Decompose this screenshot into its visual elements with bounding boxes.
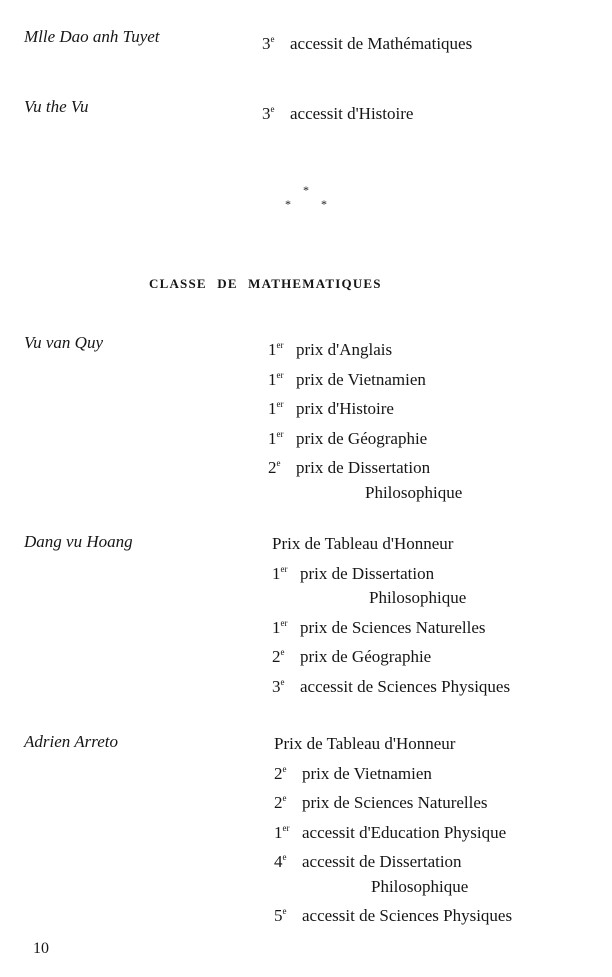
award-text: accessit de Sciences Physiques <box>300 676 511 696</box>
award-rank <box>274 816 302 846</box>
award-rank <box>272 611 300 641</box>
award-continuation <box>268 481 462 506</box>
award-rank-number: 3 <box>262 34 271 53</box>
award-line <box>274 899 512 929</box>
award-rank <box>274 757 302 787</box>
award-rank-number: 3 <box>272 676 281 696</box>
award-rank-number: 2 <box>274 793 283 812</box>
award-text: prix de Vietnamien <box>302 763 432 783</box>
award-rank <box>274 845 302 875</box>
award-rank-suffix: e <box>270 104 275 114</box>
award-rank <box>262 97 290 127</box>
award-rank <box>274 786 302 816</box>
award-text: prix d'Histoire <box>296 399 394 418</box>
award-rank-suffix: e <box>270 34 275 44</box>
award-list <box>272 532 510 699</box>
student-name: Adrien Arreto <box>24 732 118 751</box>
award-text: prix de Géographie <box>300 647 432 666</box>
award-rank-suffix: e <box>280 647 285 657</box>
award-rank-suffix: e <box>282 906 287 916</box>
student-name: Dang vu Hoang <box>24 532 133 551</box>
award-line <box>274 732 512 757</box>
award-text: accessit de Sciences Physiques <box>302 906 513 925</box>
award-text: prix de Dissertation <box>300 563 435 583</box>
award-rank-suffix: er <box>280 617 288 628</box>
award-rank-suffix: er <box>276 340 284 350</box>
award-rank-suffix: e <box>280 676 285 687</box>
award-text: Prix de Tableau d'Honneur <box>274 734 456 753</box>
award-rank <box>268 451 296 481</box>
award-rank-suffix: er <box>276 399 284 409</box>
award-text: Prix de Tableau d'Honneur <box>272 534 454 553</box>
award-text: prix d'Anglais <box>296 340 393 359</box>
award-rank-suffix: er <box>280 563 288 574</box>
award-rank-number: 1 <box>268 340 277 359</box>
award-text: accessit d'Histoire <box>290 104 414 123</box>
award-line <box>262 97 413 127</box>
award-line <box>262 27 472 57</box>
award-line <box>274 845 512 875</box>
award-text: prix de Géographie <box>296 428 428 448</box>
award-rank-number: 3 <box>262 104 271 123</box>
asterism-star-top: * <box>303 183 309 197</box>
award-list <box>274 732 512 929</box>
award-line <box>274 816 512 846</box>
student-name: Vu the Vu <box>24 97 89 116</box>
award-rank-suffix: e <box>282 763 287 774</box>
award-line <box>268 333 462 363</box>
award-rank-suffix: e <box>282 793 287 803</box>
award-text: prix de Vietnamien <box>296 369 426 389</box>
award-rank <box>272 640 300 670</box>
asterism-star-right: * <box>321 197 327 211</box>
award-rank-number: 2 <box>274 763 283 783</box>
student-name: Mlle Dao anh Tuyet <box>24 27 160 46</box>
student-name: Vu van Quy <box>24 333 103 352</box>
award-rank <box>268 363 296 393</box>
award-rank <box>268 392 296 422</box>
award-text: prix de Sciences Naturelles <box>302 793 488 812</box>
award-list <box>268 333 462 505</box>
award-continuation <box>274 875 512 900</box>
award-text: Philosophique <box>369 588 467 607</box>
award-line <box>274 757 512 787</box>
award-text: Philosophique <box>371 876 469 896</box>
award-text: accessit de Dissertation <box>302 852 462 871</box>
award-rank-suffix: e <box>276 458 281 468</box>
award-rank <box>272 557 300 587</box>
award-line <box>272 611 510 641</box>
award-continuation <box>272 586 510 611</box>
award-line <box>268 392 462 422</box>
award-rank <box>268 333 296 363</box>
award-rank-number: 1 <box>268 428 277 448</box>
award-rank-number: 2 <box>272 647 281 666</box>
award-rank <box>262 27 290 57</box>
award-line <box>272 640 510 670</box>
award-text: accessit de Mathématiques <box>290 34 473 53</box>
award-text: accessit d'Education Physique <box>302 822 507 842</box>
award-rank-suffix: er <box>282 822 290 833</box>
award-rank <box>274 899 302 929</box>
award-text: prix de Dissertation <box>296 458 431 477</box>
award-text: Philosophique <box>365 482 463 502</box>
award-rank-number: 5 <box>274 906 283 925</box>
award-rank-number: 2 <box>268 458 277 477</box>
award-rank <box>268 422 296 452</box>
section-heading: CLASSE DE MATHEMATIQUES <box>149 276 382 291</box>
award-rank-suffix: e <box>282 852 287 862</box>
award-line <box>274 786 512 816</box>
award-line <box>268 363 462 393</box>
award-rank-number: 1 <box>268 399 277 418</box>
award-line <box>272 557 510 587</box>
award-rank-number: 1 <box>274 822 283 842</box>
award-rank-number: 1 <box>272 563 281 583</box>
award-list <box>262 97 413 127</box>
award-line <box>268 422 462 452</box>
asterism-separator <box>283 184 333 214</box>
award-text: prix de Sciences Naturelles <box>300 617 486 637</box>
award-line <box>272 670 510 700</box>
award-line <box>272 532 510 557</box>
page-number: 10 <box>33 940 49 957</box>
award-rank-suffix: er <box>276 369 284 380</box>
award-rank-number: 1 <box>268 369 277 389</box>
award-list <box>262 27 472 57</box>
award-rank <box>272 670 300 700</box>
award-rank-number: 4 <box>274 852 283 871</box>
award-rank-number: 1 <box>272 617 281 637</box>
asterism-star-left: * <box>285 197 291 211</box>
award-rank-suffix: er <box>276 428 284 439</box>
award-line <box>268 451 462 481</box>
